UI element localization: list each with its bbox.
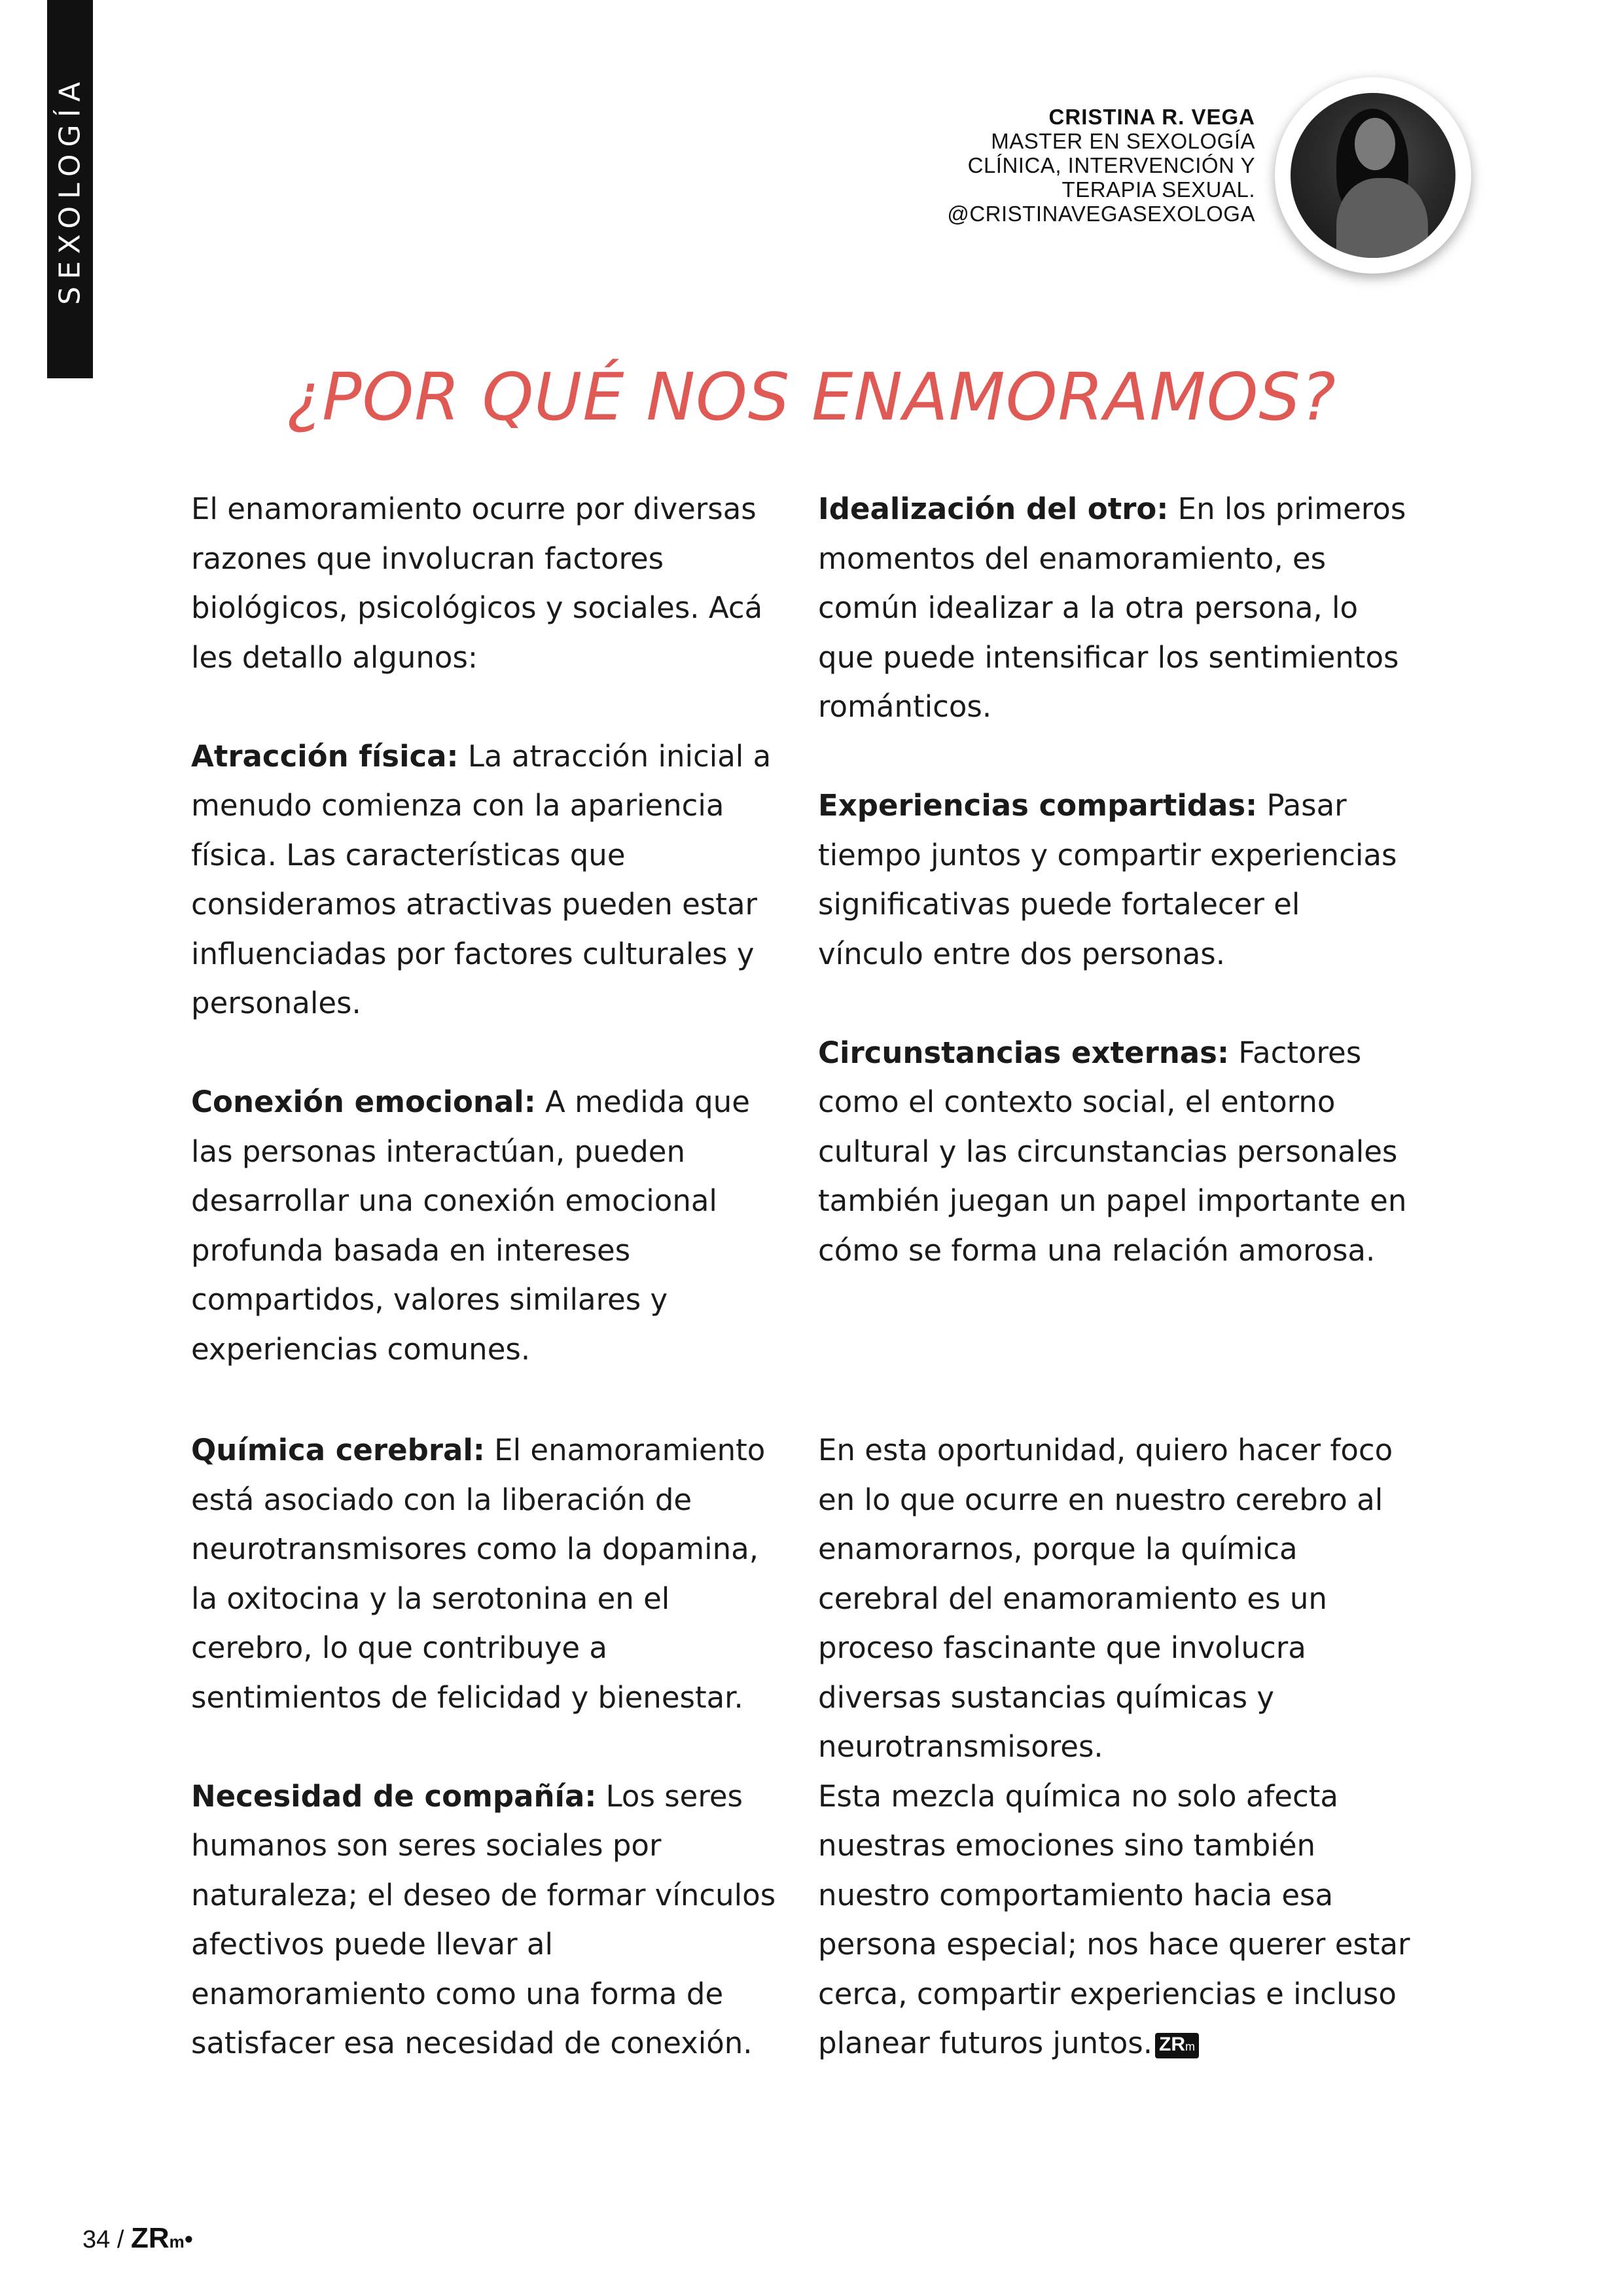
factor-term: Idealización del otro: [818, 492, 1169, 526]
zrm-endmark-icon: ZRm [1155, 2033, 1199, 2058]
factor-paragraph [191, 1772, 787, 2068]
factor-text: Factores como el contexto social, el entorno cultural y las circunstancias personales también juegan un papel importante en cómo se forma una relación amorosa. [818, 1035, 1407, 1268]
footer-dot: • [184, 2226, 194, 2253]
column-3 [191, 1426, 787, 2068]
footer-separator: / [116, 2226, 124, 2253]
factor-text: En los primeros momentos del enamoramiento, es común idealizar a la otra persona, lo que puede intensificar los sentimientos románticos. [818, 492, 1406, 724]
author-photo [1291, 93, 1455, 258]
factor-term: Experiencias compartidas: [818, 788, 1258, 823]
factor-text: Los seres humanos son seres sociales por naturaleza; el deseo de formar vínculos afectivos puede llevar al enamoramiento como una forma de satisfacer esa necesidad de conexión. [191, 1778, 776, 2060]
author-credential: TERAPIA SEXUAL. [1061, 177, 1255, 202]
page-footer [82, 2222, 193, 2255]
section-label: SEXOLOGÍA [53, 75, 87, 305]
author-credential: CLÍNICA, INTERVENCIÓN Y [967, 153, 1255, 177]
closing-paragraph: Esta mezcla química no solo afecta nuestras emociones sino también nuestro comportamiento hacia esa persona especial; nos hace querer estar cerca, compartir experiencias e incluso planear futuros juntos. ZRm [818, 1778, 1410, 2060]
factor-term: Química cerebral: [191, 1433, 485, 1467]
factor-text: Pasar tiempo juntos y compartir experiencias significativas puede fortalecer el vínculo entre dos personas. [818, 788, 1397, 971]
intro-paragraph: El enamoramiento ocurre por diversas razones que involucran factores biológicos, psicológicos y sociales. Acá les detallo algunos: [191, 492, 763, 675]
body-paragraph: En esta oportunidad, quiero hacer foco en lo que ocurre en nuestro cerebro al enamorarnos, porque la química cerebral del enamoramiento es un proceso fascinante que involucra diversas sustancias químicas y neurotransmisores. [818, 1433, 1393, 1764]
factor-paragraph [191, 732, 787, 1028]
factor-text: La atracción inicial a menudo comienza con la apariencia física. Las características que consideramos atractivas pueden estar influenciadas por factores culturales y personales. [191, 738, 772, 1020]
factor-term: Circunstancias externas: [818, 1035, 1229, 1070]
factor-paragraph [818, 781, 1414, 978]
author-name: CRISTINA R. VEGA [1048, 105, 1255, 129]
author-avatar [1275, 77, 1471, 274]
factor-paragraph [818, 1028, 1414, 1276]
factor-term: Necesidad de compañía: [191, 1778, 597, 1814]
magazine-logo: ZRm [130, 2222, 185, 2254]
factor-text: A medida que las personas interactúan, pueden desarrollar una conexión emocional profunda basada en intereses compartidos, valores similares y experiencias comunes. [191, 1085, 750, 1367]
factor-paragraph [818, 484, 1414, 732]
factor-term: Conexión emocional: [191, 1085, 536, 1119]
column-4 [818, 1426, 1414, 2068]
page-number: 34 [82, 2226, 111, 2253]
author-handle: @CRISTINAVEGASEXOLOGA [947, 202, 1255, 226]
author-credential: MASTER EN SEXOLOGÍA [991, 129, 1255, 153]
article-title: ¿POR QUÉ NOS ENAMORAMOS? [287, 359, 1336, 435]
factor-term: Atracción física: [191, 738, 459, 774]
section-tab [47, 0, 93, 378]
factor-text: El enamoramiento está asociado con la liberación de neurotransmisores como la dopamina, la oxitocina y la serotonina en el cerebro, lo que contribuye a sentimientos de felicidad y bienestar. [191, 1433, 766, 1715]
author-byline [947, 105, 1255, 226]
factor-paragraph [191, 1077, 787, 1374]
column-2 [818, 484, 1414, 1275]
column-1 [191, 484, 787, 1374]
factor-paragraph [191, 1426, 787, 1722]
